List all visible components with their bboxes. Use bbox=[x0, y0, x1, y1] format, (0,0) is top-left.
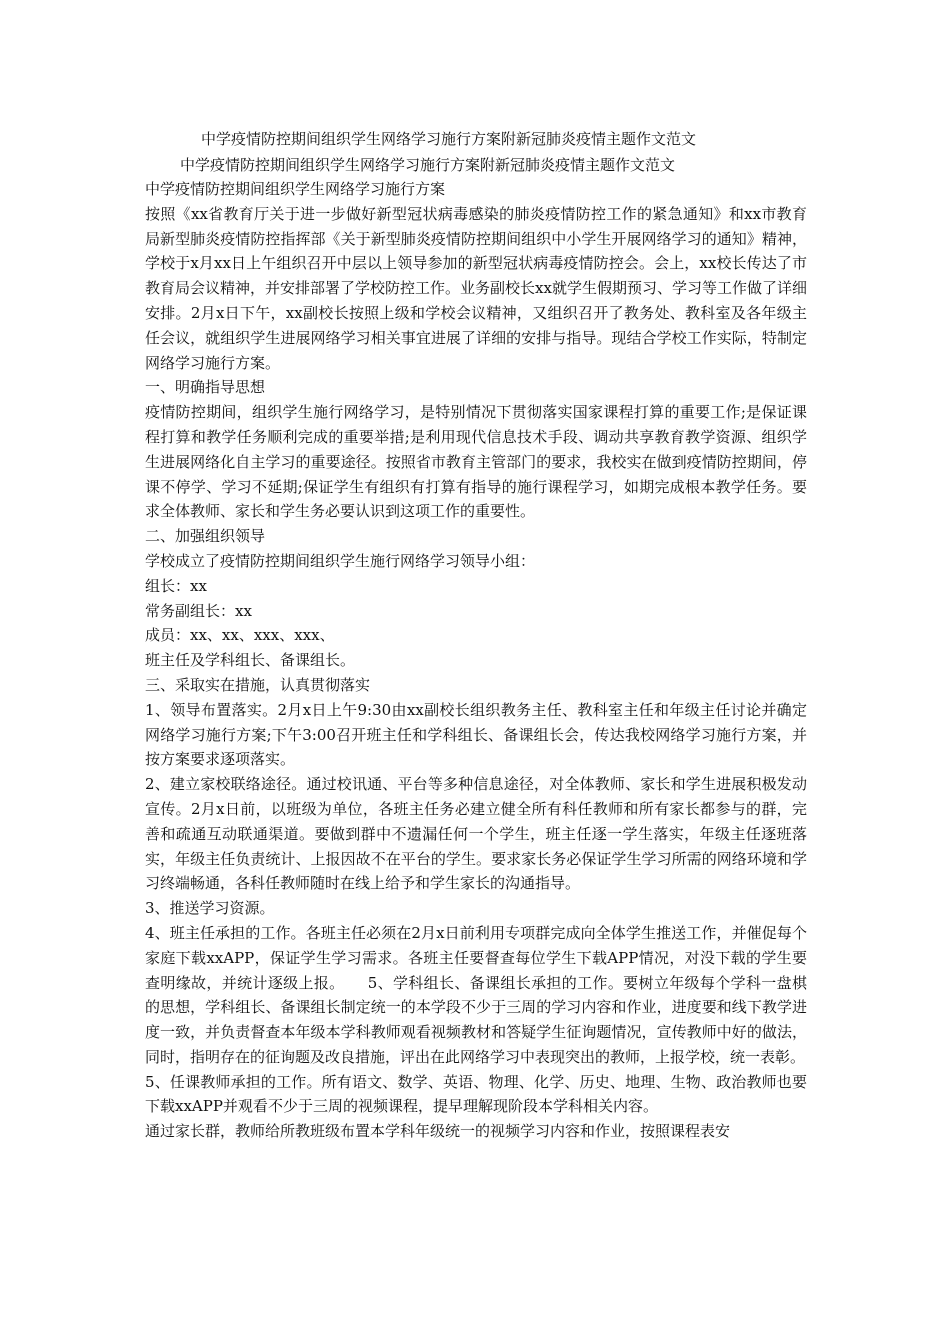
paragraph-item-1: 1、领导布置落实。2月x日上午9:30由xx副校长组织教务主任、教科室主任和年级主任讨论并确定网络学习施行方案;下午3:00召开班主任和学科组长、备课组长会，传达我校网络学习施行方案，并按方案要求逐项落实。 bbox=[145, 700, 807, 769]
document-title-line-1: 中学疫情防控期间组织学生网络学习施行方案附新冠肺炎疫情主题作文范文 bbox=[201, 130, 697, 148]
paragraph-item-2: 2、建立家校联络途径。通过校讯通、平台等多种信息途径，对全体教师、家长和学生进展积极发动宣传。2月x日前，以班级为单位，各班主任务必建立健全所有科任教师和所有家长都参与的群，完善和疏通互动联通渠道。要做到群中不遗漏任何一个学生，班主任逐一学生落实，年级主任逐班落实，年级主任负责统计、上报因故不在平台的学生。要求家长务必保证学生学习所需的网络环境和学习终端畅通，各科任教师随时在线上给予和学生家长的沟通指导。 bbox=[145, 775, 807, 893]
document-body bbox=[145, 177, 807, 1144]
section-heading-2: 二、加强组织领导 bbox=[145, 527, 266, 546]
paragraph-item-4: 4、班主任承担的工作。各班主任必须在2月x日前利用专项群完成向全体学生推送工作，并催促每个家庭下载xxAPP，保证学生学习需求。各班主任要督查每位学生下载APP情况，对没下载的学生要查明缘故，并统计逐级上报。 5、学科组长、备课组长承担的工作。要树立年级每个学科一盘棋的思想，学科组长、备课组长制定统一的本学段不少于三周的学习内容和作业，进度要和线下教学进度一致，并负责督查本年级本学科教师观看视频教材和答疑学生征询题情况，宣传教师中好的做法，同时，指明存在的征询题及改良措施，评出在此网络学习中表现突出的教师，上报学校，统一表彰。 bbox=[145, 923, 807, 1066]
paragraph-item-3: 3、推送学习资源。 bbox=[145, 899, 275, 918]
group-leader: 组长：xx bbox=[145, 576, 207, 595]
group-members-extra: 班主任及学科组长、备课组长。 bbox=[145, 651, 356, 670]
paragraph-intro: 按照《xx省教育厅关于进一步做好新型冠状病毒感染的肺炎疫情防控工作的紧急通知》和xx市教育局新型肺炎疫情防控指挥部《关于新型肺炎疫情防控期间组织中小学生开展网络学习的通知》精神，学校于x月xx日上午组织召开中层以上领导参加的新型冠状病毒疫情防控会。会上，xx校长传达了市教育局会议精神，并安排部署了学校防控工作。业务副校长xx就学生假期预习、学习等工作做了详细安排。2月x日下午，xx副校长按照上级和学校会议精神，又组织召开了教务处、教科室及各年级主任会议，就组织学生进展网络学习相关事宜进展了详细的安排与指导。现结合学校工作实际，特制定网络学习施行方案。 bbox=[145, 204, 807, 372]
section-heading-1: 一、明确指导思想 bbox=[145, 378, 266, 397]
paragraph-item-5: 5、任课教师承担的工作。所有语文、数学、英语、物理、化学、历史、地理、生物、政治教师也要下载xxAPP并观看不少于三周的视频课程，提早理解现阶段本学科相关内容。 bbox=[145, 1072, 807, 1116]
section-heading-3: 三、采取实在措施，认真贯彻落实 bbox=[145, 675, 371, 694]
paragraph-guiding-thought: 疫情防控期间，组织学生施行网络学习，是特别情况下贯彻落实国家课程打算的重要工作;是保证课程打算和教学任务顺利完成的重要举措;是利用现代信息技术手段、调动共享教育教学资源、组织学生进展网络化自主学习的重要途径。按照省市教育主管部门的要求，我校实在做到疫情防控期间，停课不停学、学习不延期;保证学生有组织有打算有指导的施行课程学习，如期完成根本教学任务。要求全体教师、家长和学生务必要认识到这项工作的重要性。 bbox=[145, 403, 807, 521]
plan-title: 中学疫情防控期间组织学生网络学习施行方案 bbox=[145, 180, 446, 198]
group-deputy-leader: 常务副组长：xx bbox=[145, 601, 252, 620]
paragraph-continued: 通过家长群，教师给所教班级布置本学科年级统一的视频学习内容和作业，按照课程表安 bbox=[145, 1122, 731, 1141]
document-title-line-2: 中学疫情防控期间组织学生网络学习施行方案附新冠肺炎疫情主题作文范文 bbox=[180, 156, 676, 174]
group-members: 成员：xx、xx、xxx、xxx、 bbox=[145, 626, 335, 645]
paragraph-leadership-group: 学校成立了疫情防控期间组织学生施行网络学习领导小组： bbox=[145, 551, 536, 570]
